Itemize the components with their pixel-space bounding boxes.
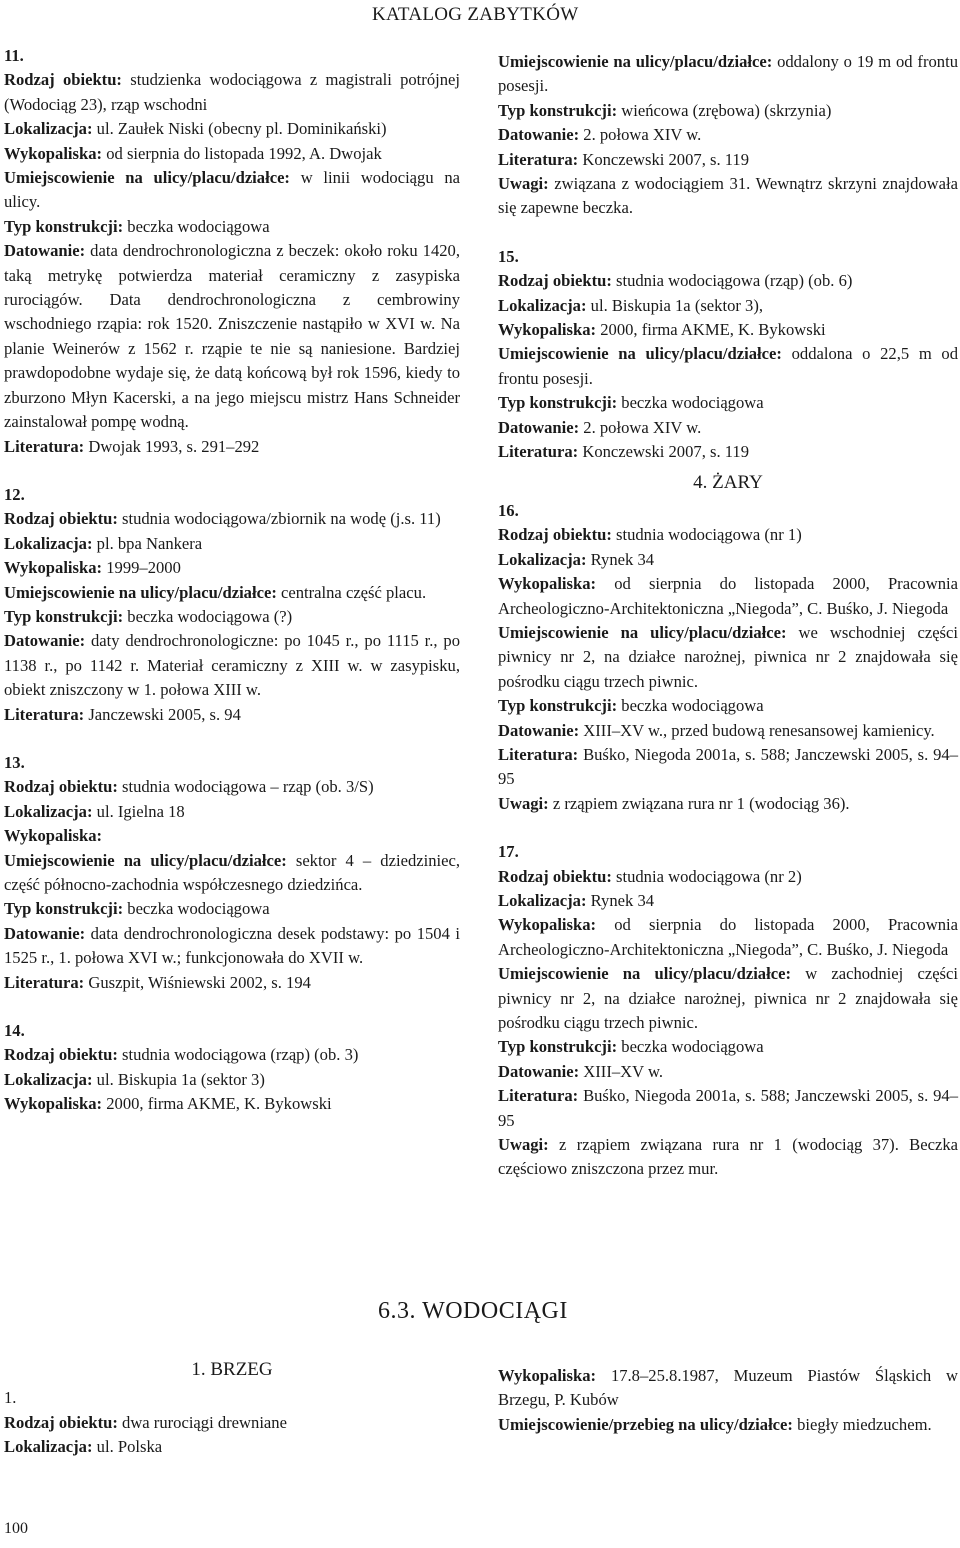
value-wykopaliska: 17.8–25.8.1987, Muzeum Piastów Śląskich w Brzegu, P. Kubów [498,1366,958,1410]
value-lokalizacja: ul. Biskupia 1a (sektor 3) [96,1069,265,1089]
value-przebieg: biegły miedzuchem. [797,1414,932,1434]
value-lokalizacja: ul. Polska [96,1437,163,1457]
label-lokalizacja: Lokalizacja: [4,119,93,139]
label-typ: Typ konstrukcji: [4,606,124,626]
label-przebieg: Umiejscowienie/przebieg na ulicy/działce: [498,1414,793,1434]
label-uwagi: Uwagi: [498,174,549,194]
label-wykopaliska: Wykopaliska: [498,1366,597,1385]
label-rodzaj: Rodzaj obiektu: [4,509,118,529]
label-lokalizacja: Lokalizacja: [4,1437,93,1457]
value-rodzaj: studnia wodociągowa – rząp (ob. 3/S) [122,777,374,797]
label-umiejscowienie: Umiejscowienie na ulicy/placu/działce: [498,344,782,364]
value-typ: beczka wodociągowa (?) [127,606,293,626]
label-umiejscowienie: Umiejscowienie na ulicy/placu/działce: [498,964,791,984]
value-rodzaj: studnia wodociągowa (rząp) (ob. 6) [616,271,853,291]
label-literatura: Literatura: [498,744,579,764]
entry-14-continued [498,50,958,221]
value-lokalizacja: ul. Zaułek Niski (obecny pl. Dominikański) [96,119,387,139]
value-datowanie: 2. połowa XIV w. [583,125,702,145]
label-rodzaj: Rodzaj obiektu: [4,70,122,90]
value-wykopaliska: od sierpnia do listopada 2000, Pracownia Archeologiczno-Architektoniczna „Niegoda”, C. Buśko, J. Niegoda [498,574,958,618]
section-right-column [498,1364,958,1437]
value-umiejscowienie: we wschodniej części piwnicy nr 2, na działce narożnej, piwnica nr 2 znajdowała się pośrodku ciągu trzech piwnic. [498,622,958,691]
label-datowanie: Datowanie: [4,923,86,943]
label-literatura: Literatura: [4,972,85,992]
label-lokalizacja: Lokalizacja: [498,891,587,910]
label-datowanie: Datowanie: [498,125,580,145]
value-lokalizacja: ul. Biskupia 1a (sektor 3), [590,295,764,315]
value-umiejscowienie: centralna część placu. [281,582,427,602]
entry-14 [4,1019,460,1117]
value-typ: wieńcowa (zrębowa) (skrzynia) [621,100,832,120]
label-lokalizacja: Lokalizacja: [4,1069,93,1089]
label-datowanie: Datowanie: [498,417,580,437]
left-column [4,44,460,1117]
value-typ: beczka wodociągowa [127,899,270,919]
label-typ: Typ konstrukcji: [4,899,124,919]
value-wykopaliska: od sierpnia do listopada 1992, A. Dwojak [106,143,382,163]
label-lokalizacja: Lokalizacja: [4,801,93,821]
value-wykopaliska: 2000, firma AKME, K. Bykowski [600,320,826,340]
label-lokalizacja: Lokalizacja: [498,295,587,315]
label-typ: Typ konstrukcji: [498,1037,618,1057]
value-rodzaj: studnia wodociągowa/zbiornik na wodę (j.s. 11) [122,509,441,529]
value-umiejscowienie: w linii wodociągu na ulicy. [4,168,461,212]
value-typ: beczka wodociągowa [621,696,764,716]
entry-number: 17. [498,842,519,862]
town-heading: 4. ŻARY [693,471,763,493]
value-literatura: Dwojak 1993, s. 291–292 [88,436,260,456]
value-rodzaj: studzienka wodociągowa z magistrali potrójnej (Wodociąg 23), rząp wschodni [4,70,460,114]
entry-number: 12. [4,484,25,504]
entry-11 [4,44,460,459]
label-literatura: Literatura: [4,704,85,724]
label-typ: Typ konstrukcji: [498,696,618,716]
value-umiejscowienie: sektor 4 – dziedziniec, część północno-zachodnia współczesnego dziedzińca. [4,850,460,894]
label-typ: Typ konstrukcji: [498,100,618,120]
entry-13 [4,751,460,995]
label-typ: Typ konstrukcji: [4,216,124,236]
value-datowanie: data dendrochronologiczna z beczek: około roku 1420, taką metrykę potwierdza materiał ceramiczny z zasypiska rurociągów. Data dendrochronologiczna z cembrowiny wschodniego rząpia: rok 1520. Zniszczenie nastąpiło w XVI w. Na planie Weinerów z 1562 r. rząpie te nie są naniesione. Bardziej prawdopodobne wydaje się, że datą końcową był rok 1596, kiedy to zburzono Młyn Kacerski, a na jego miejscu mistrz Hans Schneider zainstalował pompę wodną. [4,241,460,432]
label-datowanie: Datowanie: [4,631,86,651]
label-wykopaliska: Wykopaliska: [4,826,103,846]
label-rodzaj: Rodzaj obiektu: [4,777,118,797]
value-datowanie: data dendrochronologiczna desek podstawy: po 1504 i 1525 r., 1. połowa XVI w.; funkcjonowała do XVII w. [4,923,460,968]
value-literatura: Guszpit, Wiśniewski 2002, s. 194 [88,972,311,992]
label-rodzaj: Rodzaj obiektu: [498,866,612,886]
label-rodzaj: Rodzaj obiektu: [4,1045,118,1065]
label-wykopaliska: Wykopaliska: [4,143,103,163]
label-literatura: Literatura: [498,1086,579,1106]
label-umiejscowienie: Umiejscowienie na ulicy/placu/działce: [4,850,287,870]
value-datowanie: XIII–XV w. [583,1061,664,1081]
value-wykopaliska: od sierpnia do listopada 2000, Pracownia Archeologiczno-Architektoniczna „Niegoda”, C. Buśko, J. Niegoda [498,915,958,959]
label-lokalizacja: Lokalizacja: [498,549,587,569]
label-wykopaliska: Wykopaliska: [498,320,597,340]
label-literatura: Literatura: [498,442,579,462]
label-uwagi: Uwagi: [498,1135,549,1155]
page-number: 100 [4,1520,28,1537]
entry-number: 15. [498,246,519,266]
label-wykopaliska: Wykopaliska: [498,574,597,594]
value-lokalizacja: pl. bpa Nankera [96,533,203,553]
label-datowanie: Datowanie: [4,241,86,261]
value-typ: beczka wodociągowa [127,216,270,236]
value-literatura: Konczewski 2007, s. 119 [582,149,750,169]
value-wykopaliska: 2000, firma AKME, K. Bykowski [106,1094,332,1114]
value-datowanie: daty dendrochronologiczne: po 1045 r., po 1115 r., po 1138 r., po 1142 r. Materiał ceramiczny z XIII w. w zasypisku, obiekt zniszczony w 1. połowa XIII w. [4,631,460,700]
label-rodzaj: Rodzaj obiektu: [498,271,612,291]
label-umiejscowienie: Umiejscowienie na ulicy/placu/działce: [4,168,290,188]
value-rodzaj: studnia wodociągowa (rząp) (ob. 3) [122,1045,359,1065]
entry-12 [4,483,460,727]
label-literatura: Literatura: [4,436,85,456]
value-literatura: Buśko, Niegoda 2001a, s. 588; Janczewski 2005, s. 94–95 [498,744,958,789]
label-uwagi: Uwagi: [498,793,549,813]
value-rodzaj: dwa rurociągi drewniane [122,1412,287,1432]
value-literatura: Konczewski 2007, s. 119 [582,442,750,462]
label-lokalizacja: Lokalizacja: [4,533,93,553]
value-umiejscowienie: oddalona o 22,5 m od frontu posesji. [498,344,958,388]
label-literatura: Literatura: [498,149,579,169]
section-left-column [4,1352,460,1460]
value-literatura: Buśko, Niegoda 2001a, s. 588; Janczewski 2005, s. 94–95 [498,1086,958,1130]
label-wykopaliska: Wykopaliska: [4,1094,103,1114]
label-umiejscowienie: Umiejscowienie na ulicy/placu/działce: [498,52,773,71]
label-datowanie: Datowanie: [498,1061,580,1081]
value-datowanie: XIII–XV w., przed budową renesansowej kamienicy. [583,720,935,740]
entry-15 [498,245,958,465]
label-rodzaj: Rodzaj obiektu: [4,1412,118,1432]
entry-number: 11. [4,46,24,65]
right-column [498,50,958,1182]
entry-17 [498,840,958,1182]
value-lokalizacja: Rynek 34 [590,891,655,910]
label-umiejscowienie: Umiejscowienie na ulicy/placu/działce: [4,582,277,602]
value-umiejscowienie: w zachodniej części piwnicy nr 2, na działce narożnej, piwnica nr 2 znajdowała się pośrodku ciągu trzech piwnic. [498,964,958,1033]
entry-number: 16. [498,500,519,520]
label-umiejscowienie: Umiejscowienie na ulicy/placu/działce: [498,622,787,642]
running-header: KATALOG ZABYTKÓW [372,4,579,25]
value-typ: beczka wodociągowa [621,1037,764,1057]
entry-number: 13. [4,752,25,772]
entry-number: 14. [4,1021,25,1041]
value-literatura: Janczewski 2005, s. 94 [88,704,241,724]
value-rodzaj: studnia wodociągowa (nr 1) [616,525,802,545]
value-lokalizacja: ul. Igielna 18 [96,801,185,821]
label-rodzaj: Rodzaj obiektu: [498,525,612,545]
value-datowanie: 2. połowa XIV w. [583,417,702,437]
section-title: 6.3. WODOCIĄGI [378,1298,568,1324]
value-rodzaj: studnia wodociągowa (nr 2) [616,866,802,886]
value-uwagi: związana z wodociągiem 31. Wewnątrz skrzyni znajdowała się zapewne beczka. [498,174,958,218]
label-wykopaliska: Wykopaliska: [498,915,597,935]
value-uwagi: z rząpiem związana rura nr 1 (wodociąg 37). Beczka częściowo zniszczona przez mur. [498,1135,958,1179]
entry-16 [498,499,958,816]
value-lokalizacja: Rynek 34 [590,549,655,569]
value-typ: beczka wodociągowa [621,393,764,413]
value-wykopaliska: 1999–2000 [106,558,181,578]
town-heading: 1. BRZEG [191,1359,273,1380]
label-wykopaliska: Wykopaliska: [4,558,103,578]
label-typ: Typ konstrukcji: [498,393,618,413]
value-umiejscowienie: oddalony o 19 m od frontu posesji. [498,52,958,96]
label-datowanie: Datowanie: [498,720,580,740]
value-uwagi: z rząpiem związana rura nr 1 (wodociąg 36). [552,793,850,813]
entry-number: 1. [4,1388,17,1408]
